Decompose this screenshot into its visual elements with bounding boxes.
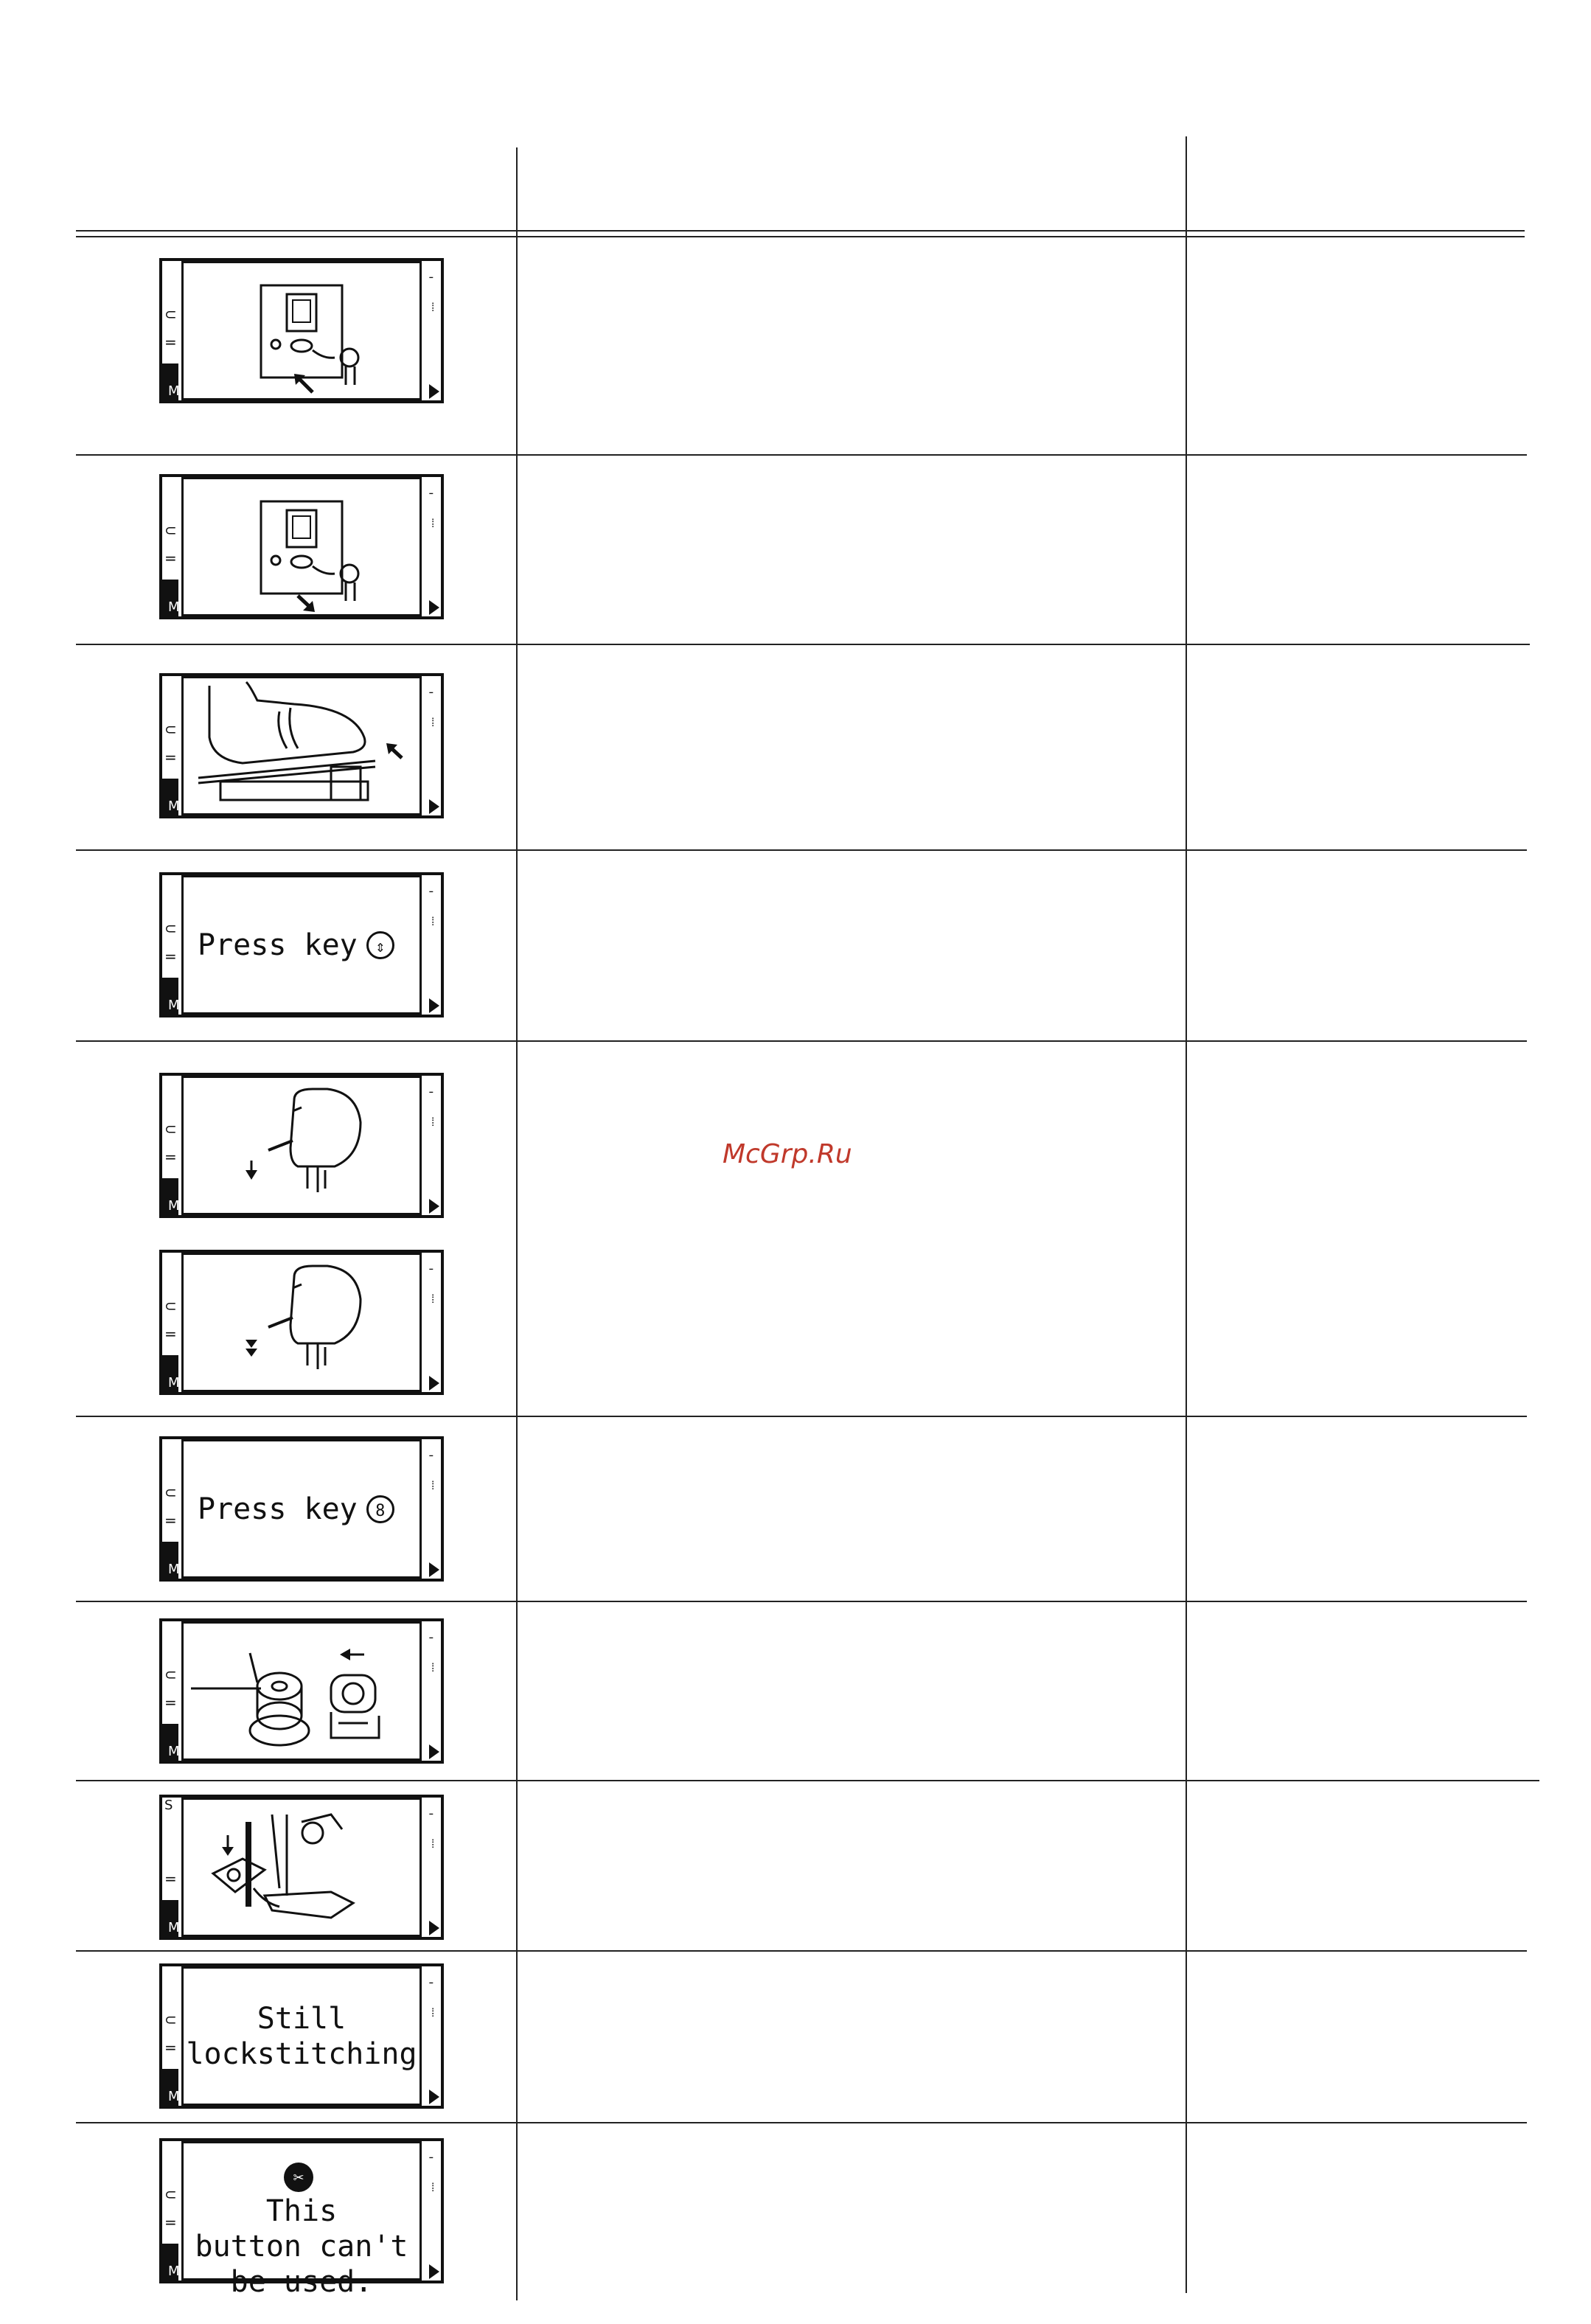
column-divider-1 — [516, 147, 518, 2300]
lcd-screen-press-key-needle: ⊂ = ╴ ⁞ M Press key ⇕ — [159, 872, 444, 1017]
watermark: McGrp.Ru — [723, 1139, 852, 1169]
row-divider — [76, 1601, 1527, 1602]
socket-plug-out-icon — [184, 479, 421, 616]
press-key-label: Press key — [198, 1492, 358, 1526]
lcd-screen-plug-in: ⊂ = ╴ ⁞ M — [159, 258, 444, 403]
disabled-message: This button can't be used. — [195, 2193, 408, 2299]
presser-foot-lower-double-icon — [184, 1255, 421, 1391]
lcd-screen-button-disabled: ⊂ = ╴ ⁞ M ✂ This button can't be used. — [159, 2138, 444, 2283]
lcd-screen-bobbin: ⊂ = ╴ ⁞ M — [159, 1618, 444, 1764]
row-divider — [76, 1780, 1539, 1781]
row-divider — [76, 1950, 1527, 1952]
lcd-screen-lockstitching: ⊂ = ╴ ⁞ M Still lockstitching — [159, 1963, 444, 2109]
lcd-screen-plug-out: ⊂ = ╴ ⁞ M — [159, 474, 444, 619]
row-divider — [76, 454, 1527, 456]
lcd-screen-foot-pedal: ⊂ = ╴ ⁞ M — [159, 673, 444, 818]
header-rule-bottom — [76, 236, 1525, 237]
row-divider — [76, 644, 1530, 645]
lcd-screen-presser-foot-down: ⊂ = ╴ ⁞ M — [159, 1073, 444, 1218]
socket-plug-in-icon — [184, 263, 421, 400]
needle-threading-icon — [184, 1800, 421, 1936]
presser-foot-lower-icon — [184, 1078, 421, 1214]
row-divider — [76, 1416, 1527, 1417]
scissors-icon: ✂ — [284, 2163, 313, 2192]
lcd-screen-presser-foot-down-double: ⊂ = ╴ ⁞ M — [159, 1250, 444, 1395]
press-key-label: Press key — [198, 928, 358, 962]
bobbin-winder-icon — [184, 1624, 421, 1760]
row-divider — [76, 1040, 1527, 1042]
foot-pedal-icon — [184, 678, 421, 815]
lcd-screen-press-key-bobbin: ⊂ = ╴ ⁞ M Press key 8 — [159, 1436, 444, 1582]
column-divider-2 — [1186, 136, 1187, 2293]
lockstitching-message: Still lockstitching — [186, 2001, 417, 2071]
bobbin-winder-key-icon: 8 — [366, 1495, 394, 1523]
header-rule-top — [76, 230, 1525, 232]
needle-up-down-key-icon: ⇕ — [366, 931, 394, 959]
lcd-screen-threading: S = ╴ ⁞ M — [159, 1795, 444, 1940]
row-divider — [76, 849, 1527, 851]
